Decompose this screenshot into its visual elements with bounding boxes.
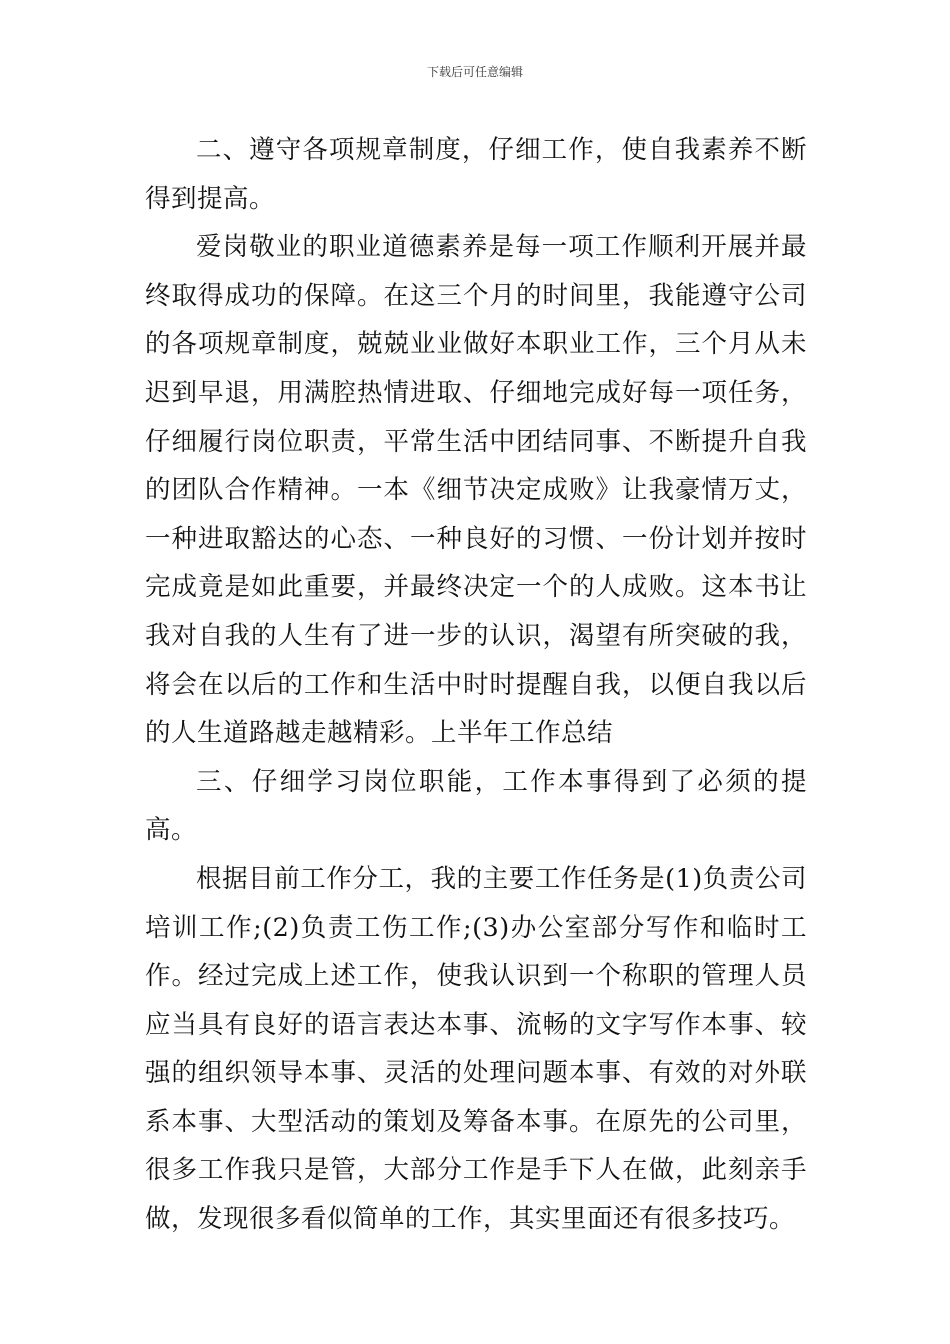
document-body	[145, 126, 807, 1244]
paragraph-section-two-heading: 二、遵守各项规章制度，仔细工作，使自我素养不断得到提高。	[145, 135, 807, 214]
paragraph-professional-ethics: 爱岗敬业的职业道德素养是每一项工作顺利开展并最终取得成功的保障。在这三个月的时间里，我能遵守公司的各项规章制度，兢兢业业做好本职业工作，三个月从未迟到早退，用满腔热情进取、仔细地完成好每一项任务，仔细履行岗位职责，平常生活中团结同事、不断提升自我的团队合作精神。一本《细节决定成败》让我豪情万丈，一种进取豁达的心态、一种良好的习惯、一份计划并按时完成竟是如此重要，并最终决定一个的人成败。这本书让我对自我的人生有了进一步的认识，渴望有所突破的我，将会在以后的工作和生活中时时提醒自我，以便自我以后的人生道路越走越精彩。上半年工作总结	[145, 232, 807, 749]
page-header-note: 下载后可任意编辑	[426, 65, 523, 79]
paragraph-work-duties: 根据目前工作分工，我的主要工作任务是(1)负责公司培训工作;(2)负责工伤工作;(3)办公室部分写作和临时工作。经过完成上述工作，使我认识到一个称职的管理人员应当具有良好的语言表达本事、流畅的文字写作本事、较强的组织领导本事、灵活的处理问题本事、有效的对外联系本事、大型活动的策划及筹备本事。在原先的公司里，很多工作我只是管，大部分工作是手下人在做，此刻亲手做，发现很多看似简单的工作，其实里面还有很多技巧。	[145, 863, 807, 1235]
paragraph-section-three-heading: 三、仔细学习岗位职能，工作本事得到了必须的提高。	[145, 766, 807, 846]
